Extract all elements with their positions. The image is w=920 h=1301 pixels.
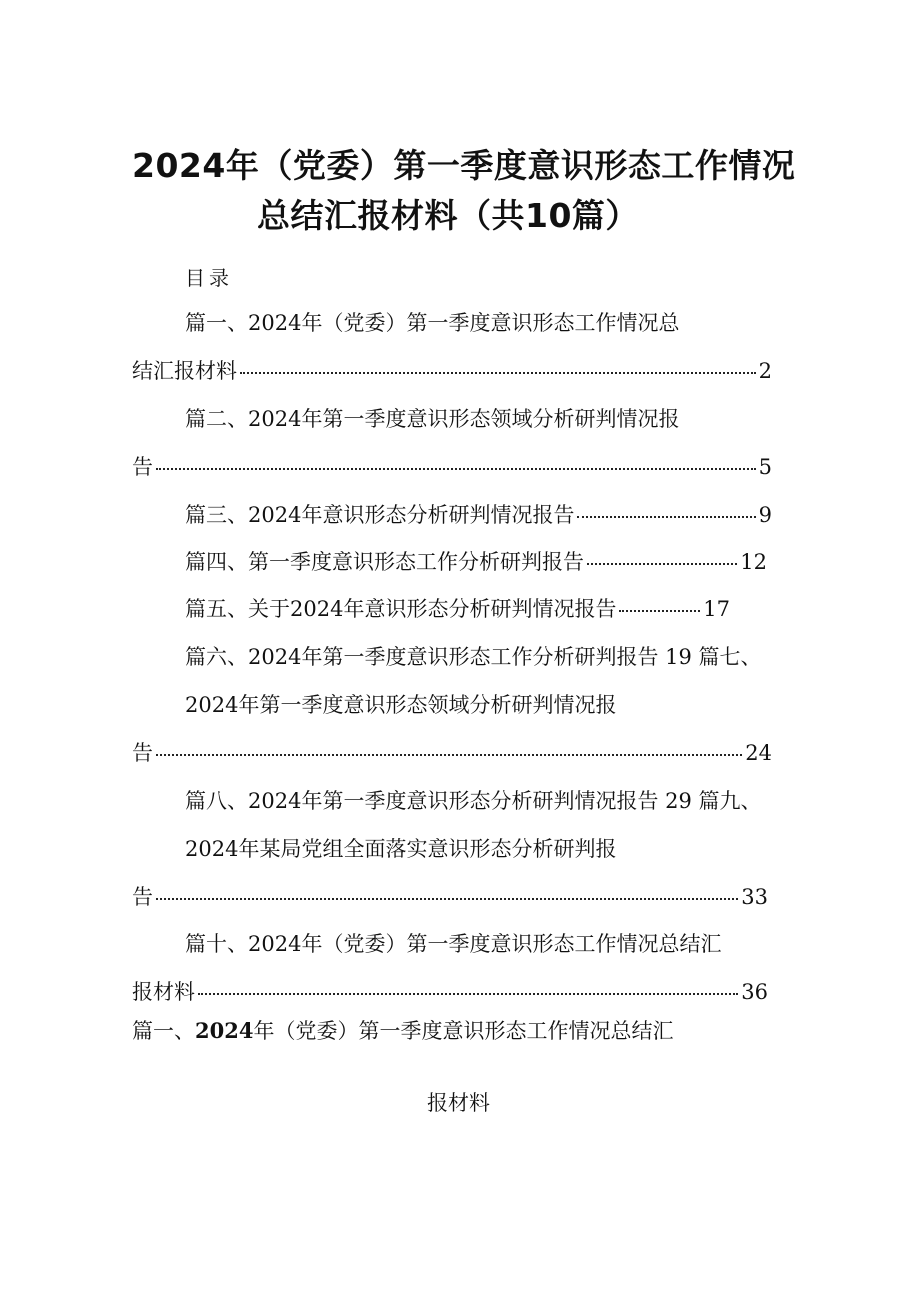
- toc-item-9-page: 33: [741, 885, 768, 909]
- dot-leader: [156, 736, 742, 756]
- toc-item-3-entry[interactable]: [185, 501, 772, 529]
- toc-item-8-line-1[interactable]: 篇八、2024年第一季度意识形态分析研判情况报告 29 篇九、: [185, 789, 762, 813]
- section-heading-year: 2024: [195, 1018, 254, 1043]
- dot-leader: [198, 975, 738, 995]
- toc-item-1-line-2: 结汇报材料: [132, 359, 237, 383]
- toc-item-4-page: 12: [740, 550, 767, 574]
- toc-item-4-line-1: 篇四、第一季度意识形态工作分析研判报告: [185, 550, 584, 574]
- toc-item-7-line-3: 告: [132, 741, 153, 765]
- toc-item-6-line-1[interactable]: 篇六、2024年第一季度意识形态工作分析研判报告 19 篇七、: [185, 645, 762, 669]
- dot-leader: [156, 880, 738, 900]
- toc-item-9-line-2[interactable]: 2024年某局党组全面落实意识形态分析研判报: [185, 837, 617, 861]
- toc-item-3-page: 9: [758, 503, 772, 527]
- toc-item-7-line-2[interactable]: 2024年第一季度意识形态领域分析研判情况报: [185, 693, 617, 717]
- toc-item-4-entry[interactable]: [185, 548, 767, 576]
- dot-leader: [619, 592, 700, 612]
- toc-heading: 目录: [185, 266, 233, 290]
- toc-item-2-entry[interactable]: [132, 453, 772, 481]
- toc-item-9-line-3: 告: [132, 885, 153, 909]
- toc-item-7-entry[interactable]: [132, 739, 772, 767]
- toc-item-1-line-1[interactable]: 篇一、2024年（党委）第一季度意识形态工作情况总: [185, 311, 680, 335]
- toc-item-1-entry[interactable]: [132, 357, 772, 385]
- toc-item-1-page: 2: [758, 359, 772, 383]
- toc-item-2-line-1[interactable]: 篇二、2024年第一季度意识形态领域分析研判情况报: [185, 407, 680, 431]
- document-title-line-1: 2024年（党委）第一季度意识形态工作情况: [132, 146, 796, 185]
- section-subheading: 报材料: [427, 1091, 490, 1115]
- section-heading: [132, 1015, 673, 1045]
- toc-item-10-line-2: 报材料: [132, 980, 195, 1004]
- dot-leader: [577, 498, 755, 518]
- section-heading-prefix: 篇一、: [132, 1019, 195, 1043]
- section-heading-rest: 年（党委）第一季度意识形态工作情况总结汇: [253, 1019, 674, 1043]
- toc-item-5-page: 17: [703, 597, 730, 621]
- toc-item-10-entry[interactable]: [132, 978, 768, 1006]
- toc-item-7-page: 24: [745, 741, 772, 765]
- dot-leader: [156, 450, 756, 470]
- toc-item-9-entry[interactable]: [132, 883, 768, 911]
- toc-item-5-line-1: 篇五、关于2024年意识形态分析研判情况报告: [185, 597, 617, 621]
- document-title-line-2: 总结汇报材料（共10篇）: [257, 196, 639, 235]
- toc-item-10-page: 36: [741, 980, 768, 1004]
- toc-item-3-line-1: 篇三、2024年意识形态分析研判情况报告: [185, 503, 575, 527]
- toc-item-5-entry[interactable]: [185, 595, 730, 623]
- dot-leader: [240, 354, 756, 374]
- toc-item-10-line-1[interactable]: 篇十、2024年（党委）第一季度意识形态工作情况总结汇: [185, 932, 722, 956]
- toc-item-2-page: 5: [758, 455, 772, 479]
- dot-leader: [587, 545, 737, 565]
- toc-item-2-line-2: 告: [132, 455, 153, 479]
